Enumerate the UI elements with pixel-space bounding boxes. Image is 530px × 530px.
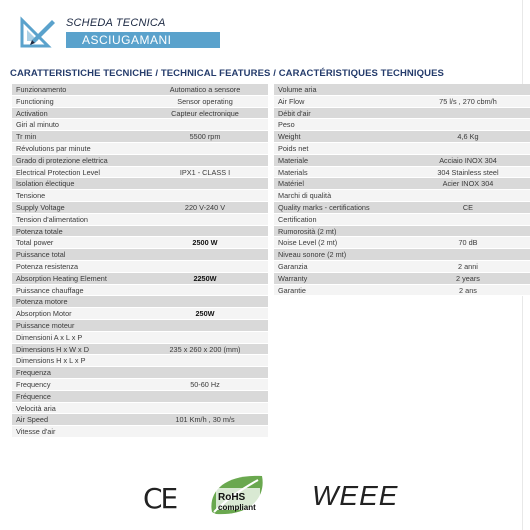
row-value [142, 143, 268, 154]
section-title: CARATTERISTICHE TECNICHE / TECHNICAL FEATURES / CARACTÉRISTIQUES TECHNIQUES [10, 68, 444, 79]
row-value [142, 367, 268, 378]
row-label: Noise Level (2 mt) [278, 238, 338, 248]
row-value: Automatico a sensore [169, 85, 241, 94]
table-row [274, 237, 530, 249]
row-label: Tr min [16, 132, 37, 142]
table-row [274, 214, 530, 226]
table-row [274, 190, 530, 202]
table-row [274, 285, 530, 297]
row-value: 220 V-240 V [184, 202, 226, 212]
row-value [406, 214, 530, 225]
table-row [12, 308, 268, 320]
table-row [12, 237, 268, 249]
table-row [12, 379, 268, 391]
row-label: Materiale [278, 155, 309, 165]
row-value: 235 x 260 x 200 (mm) [169, 344, 241, 354]
row-label: Giri al minuto [16, 120, 59, 130]
table-row [12, 320, 268, 332]
row-value: 304 Stainless steel [437, 167, 499, 177]
row-value: 2 years [456, 273, 480, 283]
row-value [406, 108, 530, 119]
ce-mark-logo: CE [143, 482, 177, 515]
table-row [12, 84, 268, 96]
row-value [406, 84, 530, 95]
certification-logos [0, 478, 530, 518]
table-row [274, 178, 530, 190]
row-value: 4,6 Kg [457, 132, 479, 142]
row-value: 70 dB [458, 238, 478, 248]
row-value [142, 119, 268, 130]
row-label: Activation [16, 108, 48, 118]
row-value [406, 226, 530, 237]
row-label: Weight [278, 132, 301, 142]
row-value: 101 Km/h , 30 m/s [175, 415, 235, 425]
table-row [12, 403, 268, 415]
row-label: Dimensioni A x L x P [16, 332, 83, 342]
spec-table-right [274, 84, 530, 296]
row-label: Velocità aria [16, 403, 56, 413]
row-label: Rumorosità (2 mt) [278, 226, 337, 236]
row-label: Isolation électique [16, 179, 75, 189]
table-row [274, 261, 530, 273]
row-value: IPX1 - CLASS I [179, 167, 231, 177]
row-label: Volume aria [278, 85, 317, 94]
row-label: Grado di protezione elettrica [16, 155, 108, 165]
table-row [12, 119, 268, 131]
row-label: Dimensions H x L x P [16, 356, 86, 366]
weee-logo: WEEE [312, 480, 399, 511]
table-row [12, 167, 268, 179]
row-label: Puissance chauffage [16, 285, 84, 295]
row-value [142, 355, 268, 366]
row-value [142, 426, 268, 437]
ruler-pencil-icon [18, 16, 58, 50]
row-value: 2250W [193, 273, 217, 283]
row-value [142, 285, 268, 296]
row-label: Absorption Heating Element [16, 273, 107, 283]
table-row [12, 273, 268, 285]
row-label: Potenza motore [16, 297, 68, 307]
row-label: Electrical Protection Level [16, 167, 100, 177]
row-label: Peso [278, 120, 295, 130]
row-label: Tensione [16, 191, 46, 201]
row-value [142, 261, 268, 272]
row-label: Poids net [278, 143, 309, 153]
table-row [12, 143, 268, 155]
row-value: 2 ans [459, 285, 477, 295]
row-label: Niveau sonore (2 mt) [278, 250, 347, 260]
row-label: Air Speed [16, 415, 49, 425]
document-header [10, 14, 240, 52]
row-value [142, 249, 268, 260]
row-label: Débit d'air [278, 108, 311, 118]
table-row [274, 131, 530, 143]
row-value [142, 178, 268, 189]
row-label: Quality marks - certifications [278, 202, 370, 212]
row-value [406, 119, 530, 130]
table-row [274, 226, 530, 238]
row-label: Frequency [16, 379, 51, 389]
row-value [142, 190, 268, 201]
row-value [406, 249, 530, 260]
row-value: Acciaio INOX 304 [439, 155, 497, 165]
row-label: Marchi di qualità [278, 191, 332, 201]
table-row [12, 249, 268, 261]
row-label: Supply Voltage [16, 202, 65, 212]
row-value [142, 226, 268, 237]
doc-label: SCHEDA TECNICA [66, 17, 166, 29]
row-value: 250W [195, 309, 215, 319]
table-row [12, 367, 268, 379]
row-label: Vitesse d'air [16, 427, 56, 437]
table-row [12, 332, 268, 344]
row-label: Tension d'alimentation [16, 214, 88, 224]
table-row [274, 84, 530, 96]
row-value: 75 l/s , 270 cbm/h [439, 96, 497, 106]
table-row [12, 426, 268, 438]
table-row [12, 190, 268, 202]
row-label: Révolutions par minute [16, 143, 91, 153]
row-label: Absorption Motor [16, 309, 72, 319]
row-label: Total power [16, 238, 54, 248]
row-value: Acier INOX 304 [442, 179, 494, 189]
row-label: Garanzia [278, 261, 308, 271]
row-label: Materials [278, 167, 308, 177]
row-value [142, 391, 268, 402]
row-value: Sensor operating [177, 96, 233, 106]
row-value [142, 320, 268, 331]
row-label: Dimensions H x W x D [16, 344, 89, 354]
row-label: Functioning [16, 96, 54, 106]
table-row [12, 108, 268, 120]
table-row [12, 178, 268, 190]
row-value [142, 214, 268, 225]
row-label: Fréquence [16, 391, 51, 401]
table-row [12, 285, 268, 297]
rohs-compliant-text: compliant [218, 503, 256, 512]
row-value: 5500 rpm [189, 132, 221, 142]
table-row [12, 414, 268, 426]
row-value [142, 155, 268, 166]
table-row [12, 344, 268, 356]
row-value [142, 296, 268, 307]
table-row [274, 167, 530, 179]
row-label: Warranty [278, 273, 308, 283]
table-row [274, 96, 530, 108]
table-row [274, 143, 530, 155]
table-row [274, 249, 530, 261]
table-row [12, 214, 268, 226]
table-row [274, 273, 530, 285]
spec-table-left [12, 84, 268, 438]
table-row [274, 202, 530, 214]
row-label: Certification [278, 214, 317, 224]
row-label: Frequenza [16, 368, 51, 378]
row-label: Garantie [278, 285, 306, 295]
table-row [12, 296, 268, 308]
row-label: Matériel [278, 179, 304, 189]
row-value: CE [462, 202, 474, 212]
row-value [406, 143, 530, 154]
table-row [12, 261, 268, 273]
row-label: Puissance total [16, 250, 66, 260]
table-row [274, 155, 530, 167]
row-value: 2 anni [458, 261, 478, 271]
table-row [12, 96, 268, 108]
rohs-logo-text: RoHS [218, 492, 246, 503]
product-name: ASCIUGAMANI [66, 32, 220, 48]
table-row [12, 202, 268, 214]
table-row [12, 391, 268, 403]
row-value [142, 403, 268, 414]
row-label: Air Flow [278, 96, 305, 106]
row-label: Potenza resistenza [16, 261, 79, 271]
row-label: Puissance moteur [16, 320, 75, 330]
table-row [12, 131, 268, 143]
row-label: Funzionamento [16, 85, 67, 94]
row-label: Potenza totale [16, 226, 63, 236]
row-value: 50-60 Hz [190, 379, 220, 389]
row-value [406, 190, 530, 201]
table-row [12, 355, 268, 367]
row-value: Capteur electronique [171, 108, 239, 118]
row-value [142, 332, 268, 343]
table-row [274, 119, 530, 131]
table-row [12, 226, 268, 238]
table-row [274, 108, 530, 120]
table-row [12, 155, 268, 167]
row-value: 2500 W [192, 238, 218, 248]
